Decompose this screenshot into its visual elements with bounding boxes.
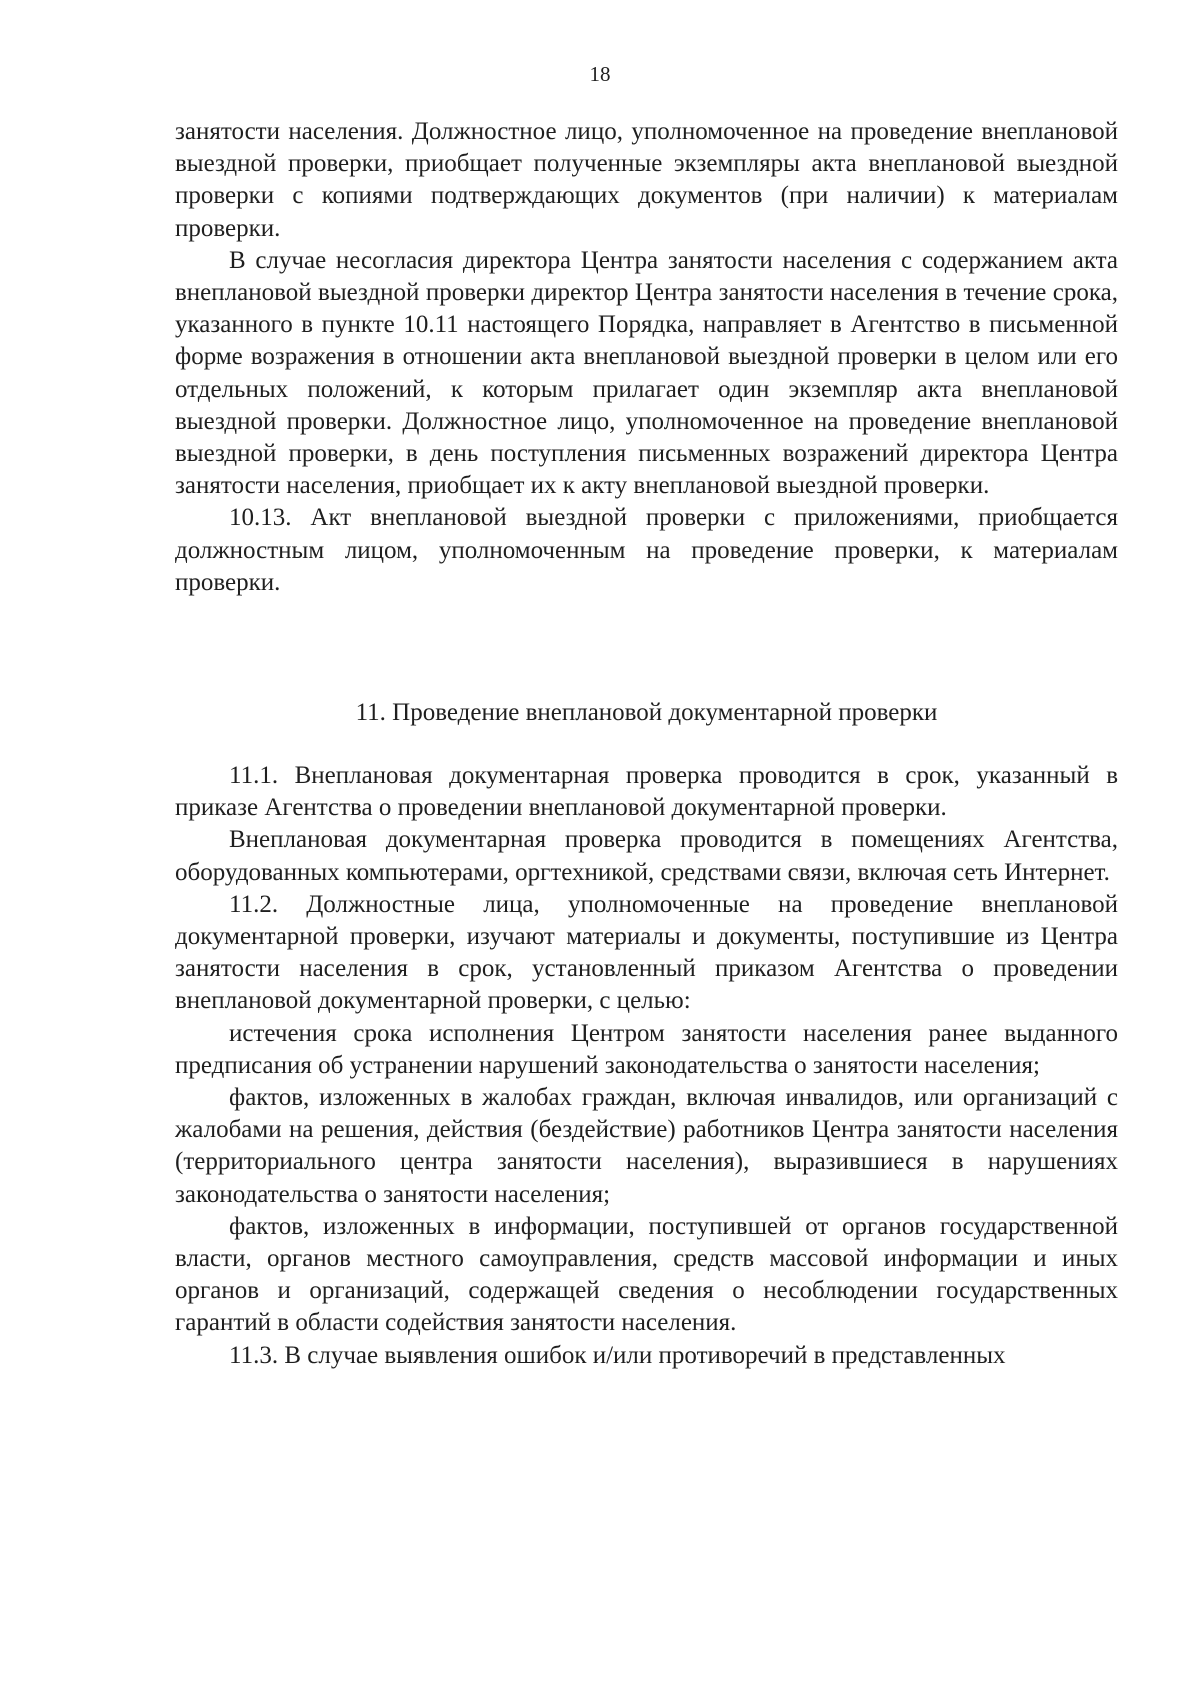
paragraph: 11.2. Должностные лица, уполномоченные на проведение внеплановой документарной проверки, изучают материалы и документы, поступившие из Центра занятости населения в срок, установленный приказом Агентства о проведении внеплановой документарной проверки, с целью:	[175, 890, 1118, 1015]
paragraph: фактов, изложенных в жалобах граждан, включая инвалидов, или организаций с жалобами на решения, действия (бездействие) работников Центра занятости населения (территориального центра занятости населения), выразившиеся в нарушениях законодательства о занятости населения;	[175, 1084, 1118, 1208]
paragraph: 10.13. Акт внеплановой выездной проверки с приложениями, приобщается должностным лицом, уполномоченным на проведение проверки, к материалам проверки.	[175, 504, 1118, 596]
paragraph: фактов, изложенных в информации, поступившей от органов государственной власти, органов местного самоуправления, средств массовой информации и иных органов и организаций, содержащей сведения о несоблюдении государственных гарантий в области содействия занятости населения.	[175, 1212, 1118, 1337]
section-10-continuation	[175, 116, 1118, 599]
section-11-body	[175, 760, 1118, 1372]
paragraph: занятости населения. Должностное лицо, уполномоченное на проведение внеплановой выездной проверки, приобщает полученные экземпляры акта внеплановой выездной проверки с копиями подтверждающих документов (при наличии) к материалам проверки.	[175, 118, 1118, 242]
paragraph: 11.3. В случае выявления ошибок и/или противоречий в представленных	[229, 1341, 1006, 1369]
section-11-heading-block	[175, 697, 1118, 729]
section-heading: 11. Проведение внеплановой документарной проверки	[355, 699, 938, 726]
paragraph: В случае несогласия директора Центра занятости населения с содержанием акта внеплановой выездной проверки директор Центра занятости населения в течение срока, указанного в пункте 10.11 настоящего Порядка, направляет в Агентство в письменной форме возражения в отношении акта внеплановой выездной проверки в целом или его отдельных положений, к которым прилагает один экземпляр акта внеплановой выездной проверки. Должностное лицо, уполномоченное на проведение внеплановой выездной проверки, в день поступления письменных возражений директора Центра занятости населения, приобщает их к акту внеплановой выездной проверки.	[175, 246, 1118, 500]
paragraph: 11.1. Внеплановая документарная проверка проводится в срок, указанный в приказе Агентства о проведении внеплановой документарной проверки.	[175, 762, 1118, 822]
paragraph: Внеплановая документарная проверка проводится в помещениях Агентства, оборудованных компьютерами, оргтехникой, средствами связи, включая сеть Интернет.	[175, 826, 1118, 886]
paragraph: истечения срока исполнения Центром занятости населения ранее выданного предписания об устранении нарушений законодательства о занятости населения;	[175, 1019, 1118, 1079]
page-number: 18	[589, 62, 611, 86]
